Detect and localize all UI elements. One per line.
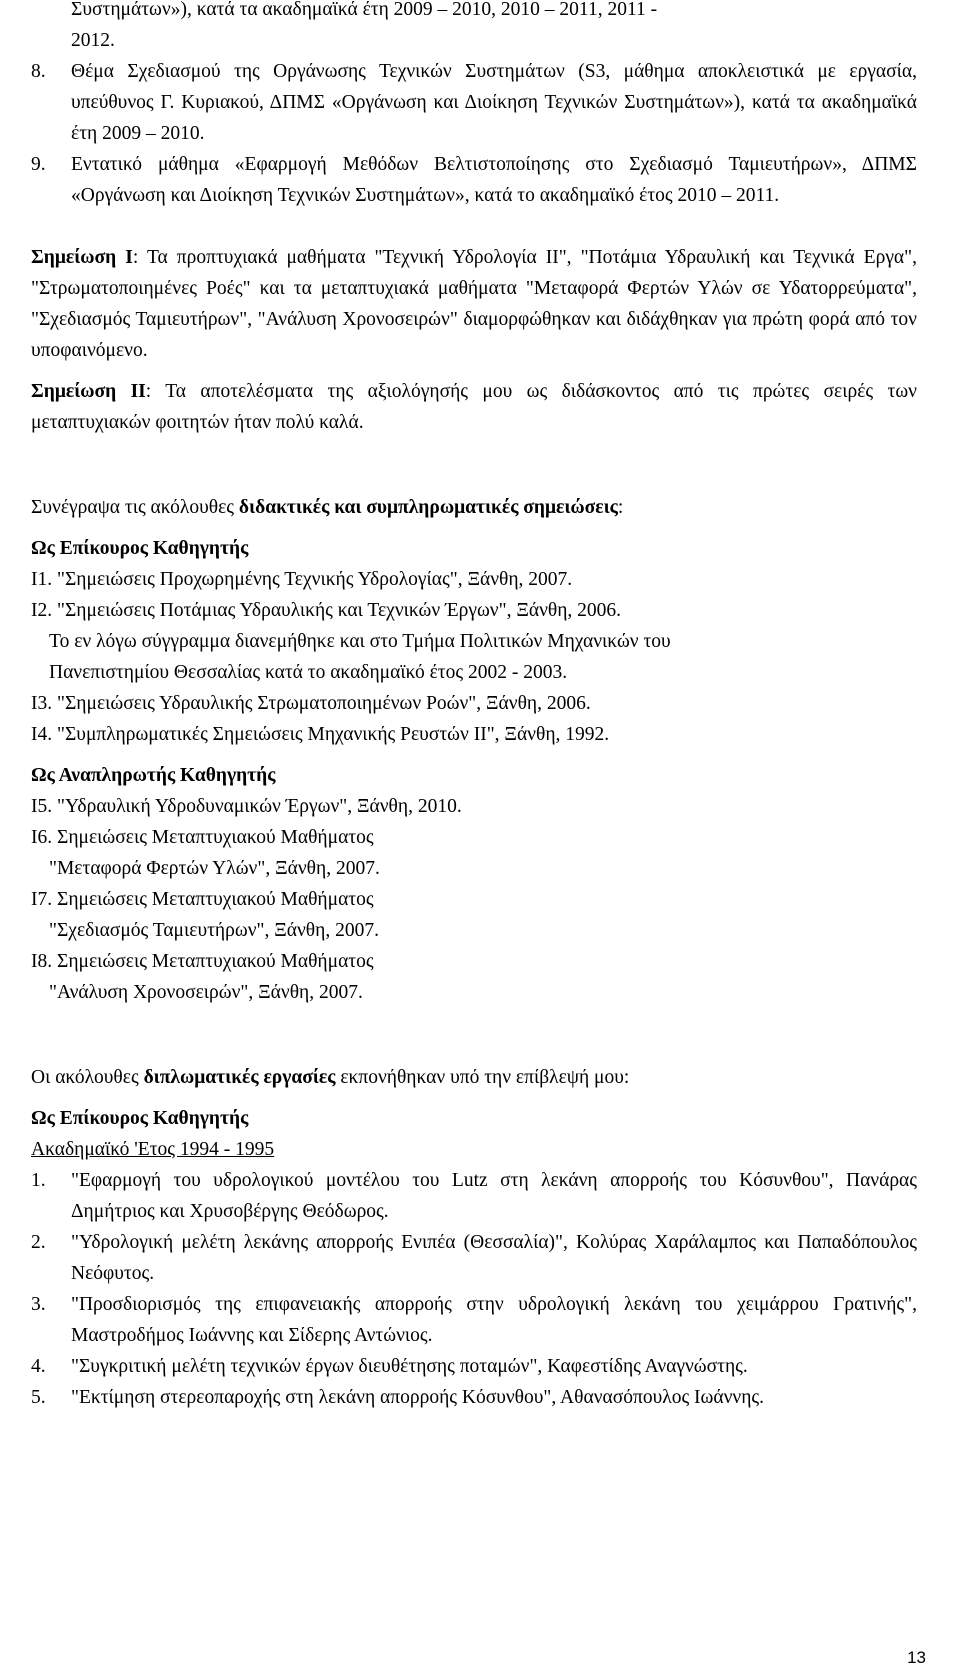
- notes-item: Ι2. "Σημειώσεις Ποτάμιας Υδραυλικής και Τεχνικών Έργων", Ξάνθη, 2006.: [31, 600, 622, 621]
- list-item-text: Θέμα Σχεδιασμού της Οργάνωσης Τεχνικών Συστημάτων (S3, μάθημα αποκλειστικά με εργασία, υπεύθυνος Γ. Κυριακού, ΔΠΜΣ «Οργάνωση και Διοίκηση Τεχνικών Συστημάτων»), κατά τα ακαδημαϊκά έτη 2009 – 2010.: [71, 61, 917, 144]
- notes-item: Ι5. "Υδραυλική Υδροδυναμικών Έργων", Ξάνθη, 2010.: [31, 796, 462, 817]
- section-intro: [31, 492, 917, 523]
- thesis-number: 1.: [31, 1170, 46, 1191]
- list-item: [31, 56, 917, 149]
- notes-item-title: "Μεταφορά Φερτών Υλών", Ξάνθη, 2007.: [49, 858, 380, 879]
- thesis-text: "Υδρολογική μελέτη λεκάνης απορροής Ενιπέα (Θεσσαλία)", Κολύρας Χαράλαμπος και Παπαδόπουλος Νεόφυτος.: [71, 1232, 917, 1284]
- notes-item: Ι1. "Σημειώσεις Προχωρημένης Τεχνικής Υδρολογίας", Ξάνθη, 2007.: [31, 569, 573, 590]
- top-numbered-list: [31, 0, 917, 211]
- thesis-item: [31, 1165, 917, 1227]
- thesis-text: "Εφαρμογή του υδρολογικού μοντέλου του Lutz στη λεκάνη απορροής του Κόσυνθου", Πανάρας Δημήτριος και Χρυσοβέργης Θεόδωρος.: [71, 1170, 917, 1222]
- notes-item-title: "Σχεδιασμός Ταμιευτήρων", Ξάνθη, 2007.: [49, 920, 379, 941]
- subsection-heading: Ως Επίκουρος Καθηγητής: [31, 1108, 249, 1129]
- continuation-line: Συστημάτων»), κατά τα ακαδημαϊκά έτη 2009 – 2010, 2010 – 2011, 2011 -: [71, 0, 658, 20]
- notes-item: Ι7. Σημειώσεις Μεταπτυχιακού Μαθήματος: [31, 889, 374, 910]
- thesis-item: [31, 1382, 917, 1413]
- list-item-number: 8.: [31, 61, 46, 82]
- intro-text: :: [617, 497, 624, 518]
- theses-list: [31, 1165, 917, 1413]
- notes-item: Ι6. Σημειώσεις Μεταπτυχιακού Μαθήματος: [31, 827, 374, 848]
- thesis-text: "Προσδιορισμός της επιφανειακής απορροής στην υδρολογική λεκάνη του χειμάρρου Γρατινής", Μαστροδήμος Ιωάννης και Σίδερης Αντώνιος.: [71, 1294, 917, 1346]
- notes-item-remark: Το εν λόγω σύγγραμμα διανεμήθηκε και στο Τμήμα Πολιτικών Μηχανικών του: [49, 631, 671, 652]
- notes-item: Ι4. "Συμπληρωματικές Σημειώσεις Μηχανικής Ρευστών ΙΙ", Ξάνθη, 1992.: [31, 724, 610, 745]
- thesis-item: [31, 1227, 917, 1289]
- subsection-heading: Ως Αναπληρωτής Καθηγητής: [31, 765, 276, 786]
- section-intro: [31, 1062, 917, 1093]
- thesis-text: "Εκτίμηση στερεοπαροχής στη λεκάνη απορροής Κόσυνθου", Αθανασόπουλος Ιωάννης.: [71, 1387, 765, 1408]
- list-item: [31, 149, 917, 211]
- intro-text: Οι ακόλουθες: [31, 1067, 144, 1088]
- thesis-number: 3.: [31, 1294, 46, 1315]
- intro-text: Συνέγραψα τις ακόλουθες: [31, 497, 239, 518]
- page-number: 13: [907, 1648, 926, 1667]
- note-text: : Τα αποτελέσματα της αξιολόγησής μου ως διδάσκοντος από τις πρώτες σειρές των μεταπτυχιακών φοιτητών ήταν πολύ καλά.: [31, 381, 917, 433]
- note-paragraph: [31, 242, 917, 366]
- notes-item: Ι3. "Σημειώσεις Υδραυλικής Στρωματοποιημένων Ροών", Ξάνθη, 2006.: [31, 693, 591, 714]
- page-content: [31, 0, 917, 1413]
- note-paragraph: [31, 376, 917, 438]
- note-label: Σημείωση Ι: [31, 247, 133, 268]
- note-text: : Τα προπτυχιακά μαθήματα "Τεχνική Υδρολογία ΙΙ", "Ποτάμια Υδραυλική και Τεχνικά Εργα", "Στρωματοποιημένες Ροές" και τα μεταπτυχιακά μαθήματα "Μεταφορά Φερτών Υλών σε Υδατορρεύματα", "Σχεδιασμός Ταμιευτήρων", "Ανάλυση Χρονοσειρών" διαμορφώθηκαν και διδάχθηκαν για πρώτη φορά από τον υποφαινόμενο.: [31, 247, 917, 361]
- note-label: Σημείωση ΙΙ: [31, 381, 146, 402]
- list-item-number: 9.: [31, 154, 46, 175]
- thesis-item: [31, 1289, 917, 1351]
- thesis-item: [31, 1351, 917, 1382]
- intro-emphasis: διπλωματικές εργασίες: [143, 1067, 336, 1088]
- notes-item-title: "Ανάλυση Χρονοσειρών", Ξάνθη, 2007.: [49, 982, 363, 1003]
- list-item-text: Εντατικό μάθημα «Εφαρμογή Μεθόδων Βελτιστοποίησης στο Σχεδιασμό Ταμιευτήρων», ΔΠΜΣ «Οργάνωση και Διοίκηση Τεχνικών Συστημάτων», κατά το ακαδημαϊκό έτος 2010 – 2011.: [71, 154, 917, 206]
- year-label: Ακαδημαϊκό 'Ετος 1994 - 1995: [31, 1139, 275, 1160]
- thesis-number: 4.: [31, 1356, 46, 1377]
- subsection-heading: Ως Επίκουρος Καθηγητής: [31, 538, 249, 559]
- intro-emphasis: διδακτικές και συμπληρωματικές σημειώσεις: [238, 497, 618, 518]
- intro-text: εκπονήθηκαν υπό την επίβλεψή μου:: [335, 1067, 630, 1088]
- notes-item-remark: Πανεπιστημίου Θεσσαλίας κατά το ακαδημαϊκό έτος 2002 - 2003.: [49, 662, 568, 683]
- thesis-text: "Συγκριτική μελέτη τεχνικών έργων διευθέτησης ποταμών", Καφεστίδης Αναγνώστης.: [71, 1356, 748, 1377]
- thesis-number: 5.: [31, 1387, 46, 1408]
- thesis-number: 2.: [31, 1232, 46, 1253]
- notes-item: Ι8. Σημειώσεις Μεταπτυχιακού Μαθήματος: [31, 951, 374, 972]
- continuation-line: 2012.: [71, 30, 115, 51]
- year-heading: [31, 1134, 917, 1165]
